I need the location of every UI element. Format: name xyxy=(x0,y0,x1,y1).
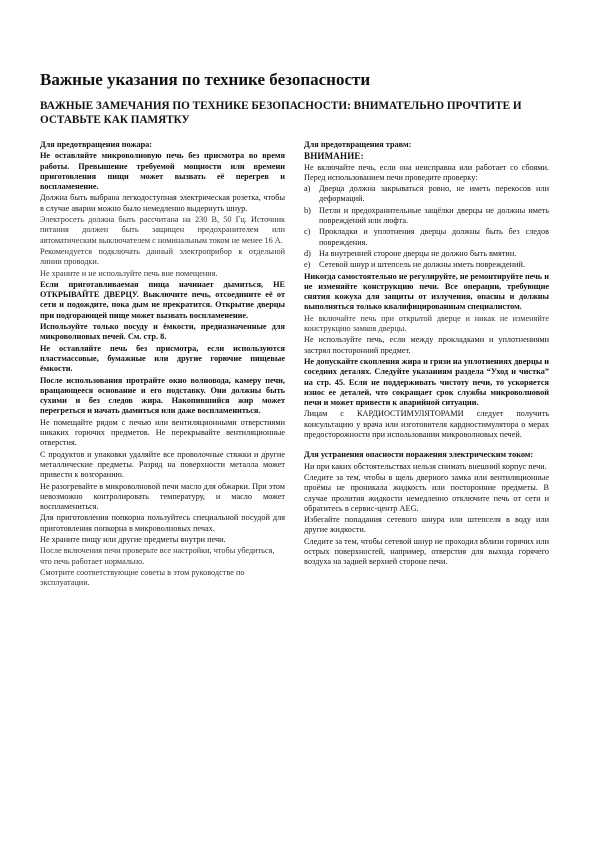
shock-paragraph-4: Следите за тем, чтобы сетевой шнур не проходил вблизи горячих или острых поверхностей, например, отверстия для выхода горячего воздуха на задней верхней стороне печи. xyxy=(304,536,549,567)
list-item-text: На внутренней стороне дверцы не должно быть вмятин. xyxy=(319,248,517,258)
warning-label: ВНИМАНИЕ: xyxy=(304,151,364,162)
list-marker: e) xyxy=(304,260,311,270)
fire-paragraph-14: Не храните пищу или другие предметы внутри печи. xyxy=(40,534,226,544)
list-item-text: Прокладки и уплотнения дверцы должны быть без следов повреждения. xyxy=(319,227,549,247)
page-title: Важные указания по технике безопасности xyxy=(40,70,371,89)
fire-paragraph-13: Для приготовления попкорна пользуйтесь специальной посудой для приготовления попкорна в микроволновых печах. xyxy=(40,513,285,533)
injury-paragraph-6: Лицам с КАРДИОСТИМУЛЯТОРАМИ следует получить консультацию у врача или изготовителя кардиостимулятора о мерах предосторожности при использовании микроволновых печей. xyxy=(304,409,549,440)
list-item xyxy=(304,206,549,227)
injury-paragraph-5: Не допускайте скопления жира и грязи на уплотнениях дверцы и соседних деталях. Следуйте указаниям раздела “Уход и чистка” на стр. 45. Если не поддерживать чистоту печи, то ускоряется износ ее деталей, что сокращает срок службы микроволновой печи и может привести к аварийной ситуации. xyxy=(304,356,549,408)
fire-paragraph-6: Если приготавливаемая пища начинает дымиться, НЕ ОТКРЫВАЙТЕ ДВЕРЦУ. Выключите печь, отсоедините её от сети и подождите, пока дым не прекратится. Открытие дверцы при подгорающей пище может вызвать воспламенение. xyxy=(40,279,285,320)
list-marker: b) xyxy=(304,205,311,215)
injury-prevention-heading: Для предотвращения травм: xyxy=(304,140,412,149)
list-marker: a) xyxy=(304,184,311,194)
list-item xyxy=(304,249,549,259)
fire-paragraph-8: Не оставляйте печь без присмотра, если используются пластмассовые, бумажные или другие горючие пищевые ёмкости. xyxy=(40,343,285,374)
fire-prevention-heading: Для предотвращения пожара: xyxy=(40,140,153,149)
shock-paragraph-1: Ни при каких обстоятельствах нельзя снимать внешний корпус печи. xyxy=(304,461,547,471)
fire-paragraph-11: С продуктов и упаковки удаляйте все проволочные стяжки и другие металлические предметы. Разряд на поверхности металла может привести к возгоранию. xyxy=(40,449,285,480)
injury-paragraph-3: Не включайте печь при открытой дверце и никак не изменяйте конструкцию замков дверцы. xyxy=(304,313,549,334)
fire-paragraph-2: Должна быть выбрана легкодоступная электрическая розетка, чтобы в случае аварии можно было немедленно выдернуть шнур. xyxy=(40,193,285,213)
list-marker: d) xyxy=(304,248,311,258)
list-item xyxy=(304,260,549,270)
right-column xyxy=(304,140,549,569)
injury-paragraph-4: Не используйте печь, если между прокладками и уплотнениями застрял посторонний предмет. xyxy=(304,335,549,355)
electric-shock-heading: Для устранения опасности поражения электрическим током: xyxy=(304,450,534,460)
fire-paragraph-3: Электросеть должна быть рассчитана на 230 В, 50 Гц. Источник питания должен быть защищен предохранителем или автоматическим выключателем с номинальным током не менее 16 А. xyxy=(40,215,285,245)
fire-paragraph-16: Смотрите соответствующие советы в этом руководстве по эксплуатации. xyxy=(40,567,245,588)
fire-paragraph-4: Рекомендуется подключать данный электроприбор к отдельной линии проводки. xyxy=(40,246,285,267)
injury-paragraph-2: Никогда самостоятельно не регулируйте, не ремонтируйте печь и не изменяйте конструкцию печи. Все операции, требующие снятия кожуха для защиты от излучения, опасны и должны выполняться только квалифицированным специалистом. xyxy=(304,271,549,312)
fire-paragraph-1: Не оставляйте микроволновую печь без присмотра во время работы. Превышение требуемой мощности или времени приготовления пищи может вызвать её перегрев и воспламенение. xyxy=(40,151,285,192)
fire-paragraph-15: После включения печи проверьте все настройки, чтобы убедиться, что печь работает нормально. xyxy=(40,546,275,566)
list-item-text: Сетевой шнур и штепсель не должны иметь повреждений. xyxy=(319,260,525,270)
list-item xyxy=(304,227,549,248)
shock-paragraph-3: Избегайте попадания сетевого шнура или штепселя в воду или другие жидкости. xyxy=(304,515,549,535)
section-spacer xyxy=(304,441,549,450)
fire-paragraph-12: Не разогревайте в микроволновой печи масло для обжарки. При этом невозможно контролировать температуру, и масло может воспламениться. xyxy=(40,481,285,512)
list-item xyxy=(304,184,549,205)
list-item-text: Дверца должна закрываться ровно, не иметь перекосов или деформаций. xyxy=(319,184,549,204)
fire-paragraph-10: Не помещайте рядом с печью или вентиляционными отверстиями никаких горючих предметов. Не перекрывайте вентиляционные отверстия. xyxy=(40,417,285,448)
injury-paragraph-1: Не включайте печь, если она неисправна или работает со сбоями. Перед использованием печи проведите проверку: xyxy=(304,162,549,182)
list-marker: c) xyxy=(304,227,311,237)
fire-paragraph-5: Не храните и не используйте печь вне помещения. xyxy=(40,268,218,278)
list-item-text: Петли и предохранительные защёлки дверцы не должны иметь повреждений или люфта. xyxy=(319,205,549,226)
left-column xyxy=(40,140,285,589)
page-subtitle: ВАЖНЫЕ ЗАМЕЧАНИЯ ПО ТЕХНИКЕ БЕЗОПАСНОСТИ: ВНИМАТЕЛЬНО ПРОЧТИТЕ И ОСТАВЬТЕ КАК ПАМЯТКУ xyxy=(40,100,522,126)
check-list xyxy=(304,184,549,270)
shock-paragraph-2: Следите за тем, чтобы в щель дверного замка или вентиляционные проёмы не проникала жидкость или посторонние предметы. В случае пролития жидкости немедленно отключите печь от сети и обратитесь в сервис-центр AEG. xyxy=(304,472,549,513)
fire-paragraph-7: Используйте только посуду и ёмкости, предназначенные для микроволновых печей. См. стр. 8. xyxy=(40,322,285,342)
fire-paragraph-9: После использования протрайте окно волновода, камеру печи, вращающееся основание и его подставку. Они должны быть сухими и без следов жира. Накопившийся жир может перегреться и начать дымиться или даже воспламениться. xyxy=(40,375,285,416)
